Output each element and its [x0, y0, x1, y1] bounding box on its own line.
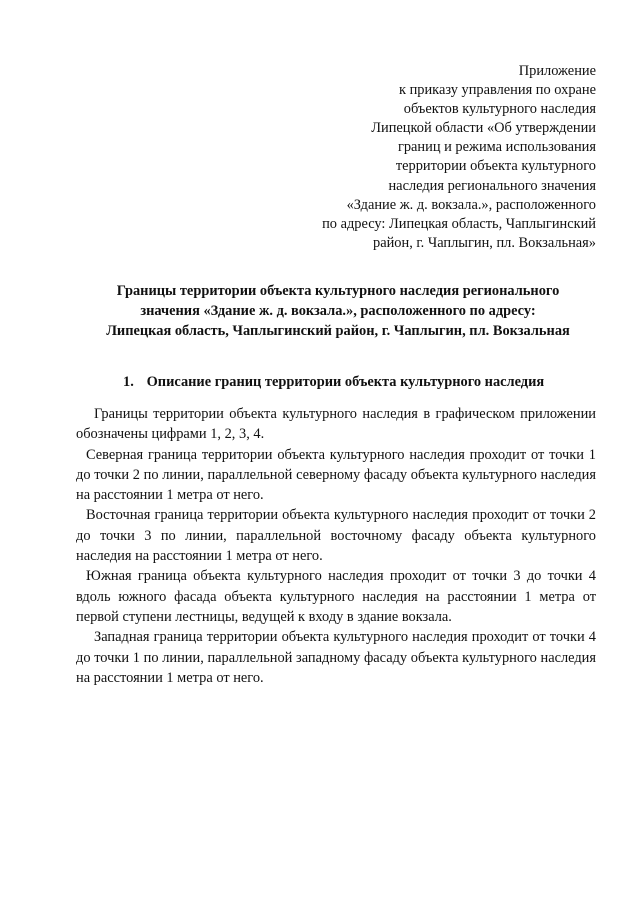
title-line: значения «Здание ж. д. вокзала.», расположенного по адресу:: [140, 303, 536, 319]
paragraph-east-boundary: Восточная граница территории объекта культурного наследия проходит от точки 2 до точки 3 по линии, параллельной восточному фасаду объекта культурного наследия на расстоянии 1 метра от него.: [76, 507, 596, 565]
section-number: 1.: [123, 374, 134, 390]
document-body: [76, 404, 596, 688]
appendix-line: Приложение: [518, 63, 596, 79]
paragraph-north-boundary: Северная граница территории объекта культурного наследия проходит от точки 1 до точки 2 по линии, параллельной северному фасаду объекта культурного наследия на расстоянии 1 метра от него.: [76, 446, 596, 504]
title-line: Липецкая область, Чаплыгинский район, г. Чаплыгин, пл. Вокзальная: [106, 323, 570, 339]
appendix-line: к приказу управления по охране: [399, 82, 596, 99]
appendix-line: район, г. Чаплыгин, пл. Вокзальная»: [373, 234, 596, 251]
section-heading-text: Описание границ территории объекта культурного наследия: [146, 374, 545, 390]
appendix-line: Липецкой области «Об утверждении: [371, 120, 596, 137]
appendix-line: «Здание ж. д. вокзала.», расположенного: [346, 196, 596, 213]
appendix-line: территории объекта культурного: [395, 158, 596, 175]
appendix-header: [276, 62, 596, 253]
section-heading: [123, 372, 544, 392]
appendix-line: по адресу: Липецкая область, Чаплыгинский: [322, 215, 596, 232]
appendix-line: границ и режима использования: [397, 139, 596, 156]
paragraph-west-boundary: Западная граница территории объекта культурного наследия проходит от точки 4 до точки 1 по линии, параллельной западному фасаду объекта культурного наследия на расстоянии 1 метра от него.: [76, 629, 596, 686]
paragraph-south-boundary: Южная граница объекта культурного наследия проходит от точки 3 до точки 4 вдоль южного фасада объекта культурного наследия на расстоянии 1 метра от первой ступени лестницы, ведущей к входу в здание вокзала.: [76, 568, 596, 625]
appendix-line: наследия регионального значения: [388, 177, 596, 194]
paragraph-intro: Границы территории объекта культурного наследия в графическом приложении обозначены цифрами 1, 2, 3, 4.: [76, 406, 596, 443]
document-title: [60, 281, 616, 341]
title-line: Границы территории объекта культурного наследия регионального: [116, 283, 560, 299]
appendix-line: объектов культурного наследия: [403, 101, 596, 118]
